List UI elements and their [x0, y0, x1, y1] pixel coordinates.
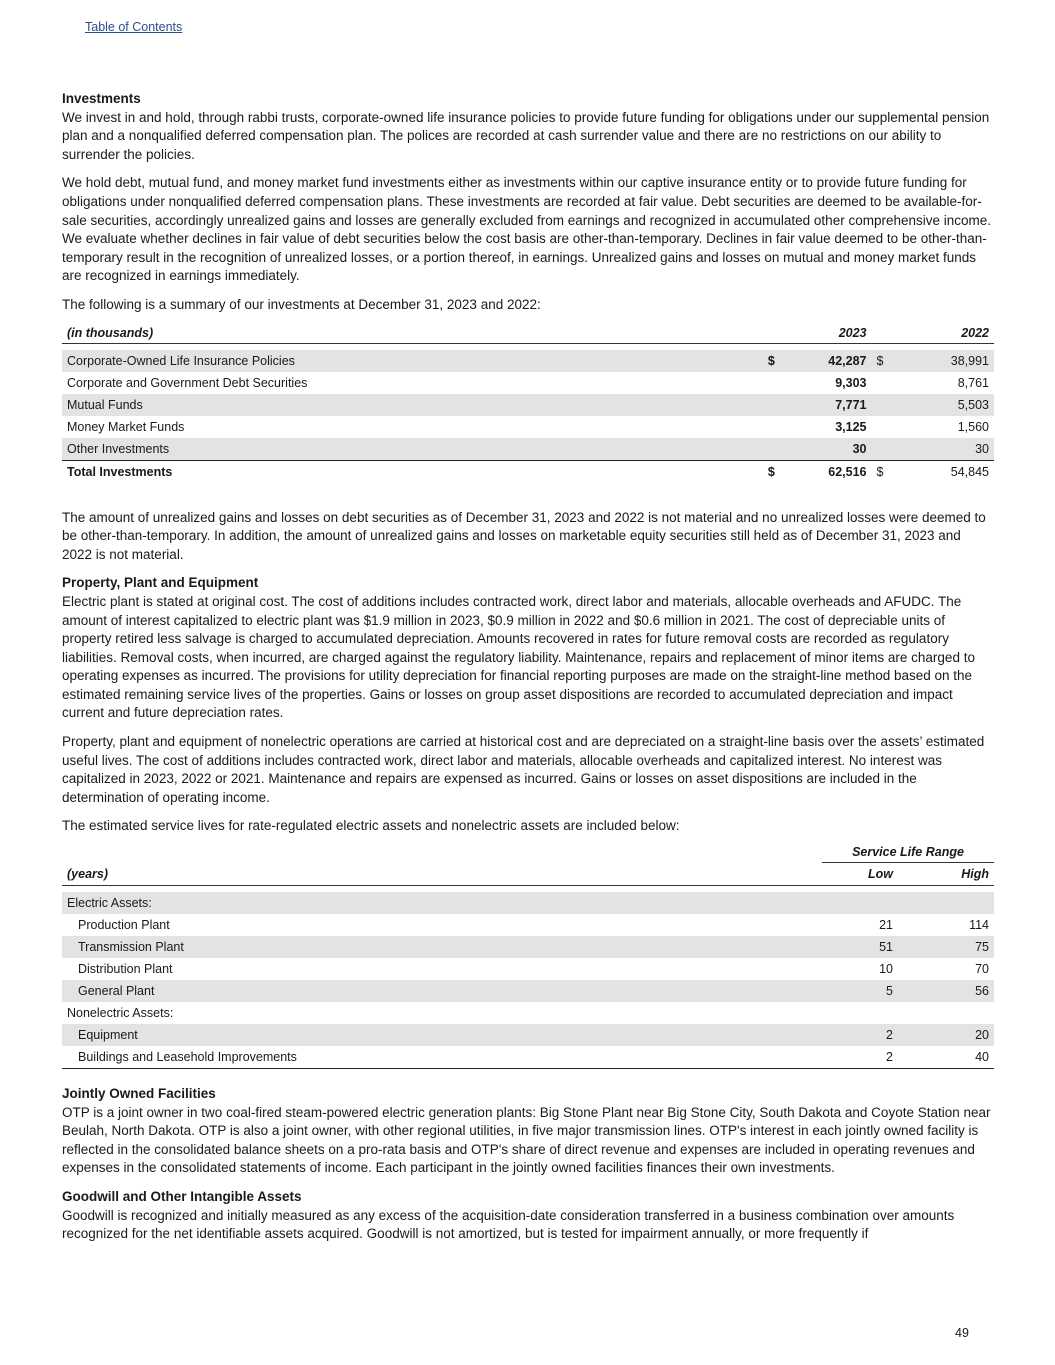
currency-symbol [872, 438, 889, 461]
table-row [62, 372, 994, 394]
group-label: Electric Assets: [62, 892, 822, 914]
ppe-paragraph-2: Property, plant and equipment of nonelectric operations are carried at historical cost and are depreciated on a straight-line basis over the assets’ estimated useful lives. The cost of additions includes contracted work, direct labor and materials, allocable overheads and capitalized interest. No interest was capitalized in 2023, 2022 or 2021. Maintenance and repairs are expensed as incurred. Gains or losses on asset dispositions are included in the determination of operating income. [62, 734, 985, 805]
currency-symbol [763, 438, 780, 461]
low-value: 10 [879, 962, 893, 977]
value-2022: 38,991 [888, 350, 994, 372]
row-label: Mutual Funds [62, 394, 763, 416]
service-life-table-header [62, 863, 994, 886]
service-life-range-label: Service Life Range [822, 842, 994, 863]
value-2023: 9,303 [835, 375, 867, 390]
investments-table [62, 323, 994, 483]
table-of-contents-link[interactable]: Table of Contents [85, 20, 183, 34]
low-value: 5 [822, 980, 898, 1002]
high-value: 75 [898, 936, 994, 958]
table-row [62, 1046, 994, 1069]
investments-paragraph-2: We hold debt, mutual fund, and money market fund investments either as investments within our captive insurance entity or to provide future funding for obligations under nonqualified deferred compensation plans. These investments are recorded at fair value. Debt securities are deemed to be available-for-sale securities, accordingly unrealized gains and losses are generally excluded from earnings and recognized in accumulated other comprehensive income. We evaluate whether declines in fair value of debt securities below the cost basis are other-than-temporary. Declines in fair value deemed to be other-than-temporary result in the recognition of unrealized losses, or a portion thereof, in earnings. Unrealized gains and losses on mutual and money market funds are recognized in earnings immediately. [62, 175, 992, 284]
page-content [62, 90, 994, 1254]
value-2023: 30 [780, 438, 872, 461]
currency-symbol: $ [872, 460, 889, 483]
value-2023: 42,287 [780, 350, 872, 372]
row-label: Other Investments [62, 438, 763, 461]
table-row [62, 958, 994, 980]
row-label: Equipment [62, 1024, 822, 1046]
table-row [62, 394, 994, 416]
page-number: 49 [955, 1326, 969, 1340]
low-value: 21 [879, 918, 893, 933]
table-row [62, 914, 994, 936]
row-label: Production Plant [78, 918, 170, 933]
ppe-heading: Property, Plant and Equipment [62, 575, 259, 591]
currency-symbol: $ [763, 460, 780, 483]
goodwill-paragraph: Goodwill is recognized and initially measured as any excess of the acquisition-date consideration transferred in a business combination over amounts recognized for the net identifiable assets acquired. Goodwill is not amortized, but is tested for impairment annually, or more frequently if [62, 1207, 955, 1242]
currency-symbol [872, 372, 889, 394]
low-value: 51 [822, 936, 898, 958]
value-2023: 3,125 [835, 419, 867, 434]
column-low: Low [822, 863, 898, 886]
row-label: Buildings and Leasehold Improvements [62, 1046, 822, 1069]
value-2022: 8,761 [957, 375, 989, 390]
row-label: Corporate and Government Debt Securities [67, 375, 308, 390]
table-row [62, 350, 994, 372]
value-2023: 7,771 [780, 394, 872, 416]
total-2023: 62,516 [780, 460, 872, 483]
table-row [62, 1024, 994, 1046]
currency-symbol: $ [763, 350, 780, 372]
value-2022: 5,503 [888, 394, 994, 416]
column-2023: 2023 [780, 323, 872, 344]
high-value: 40 [898, 1046, 994, 1069]
investments-heading: Investments [62, 91, 141, 106]
unit-label: (in thousands) [62, 323, 763, 344]
investments-table-header [62, 323, 994, 344]
currency-symbol: $ [872, 350, 889, 372]
table-row [62, 936, 994, 958]
row-label: General Plant [62, 980, 822, 1002]
investments-paragraph-1: We invest in and hold, through rabbi trusts, corporate-owned life insurance policies to provide future funding for obligations under our supplemental pension plan and a nonqualified deferred compensation plan. The polices are recorded at cash surrender value and there are no restrictions on our ability to surrender the policies. [62, 109, 990, 162]
row-label: Corporate-Owned Life Insurance Policies [62, 350, 763, 372]
unit-label: (years) [62, 863, 822, 886]
total-2022: 54,845 [888, 460, 994, 483]
goodwill-heading: Goodwill and Other Intangible Assets [62, 1189, 302, 1204]
high-value: 20 [898, 1024, 994, 1046]
value-2022: 1,560 [957, 419, 989, 434]
row-label: Transmission Plant [62, 936, 822, 958]
row-label: Money Market Funds [67, 419, 185, 434]
total-row [62, 460, 994, 483]
high-value: 114 [969, 918, 989, 933]
jointly-owned-heading: Jointly Owned Facilities [62, 1086, 216, 1102]
group-row-electric [62, 892, 994, 914]
currency-symbol [763, 394, 780, 416]
column-2022: 2022 [888, 323, 994, 344]
high-value: 56 [898, 980, 994, 1002]
value-2022: 30 [888, 438, 994, 461]
currency-symbol [763, 372, 780, 394]
table-row [62, 980, 994, 1002]
group-row-nonelectric [62, 1002, 994, 1024]
total-label: Total Investments [62, 460, 763, 483]
group-label: Nonelectric Assets: [67, 1006, 174, 1021]
service-life-range-header [62, 842, 994, 863]
high-value: 70 [975, 962, 989, 977]
column-high: High [898, 863, 994, 886]
investments-paragraph-4: The amount of unrealized gains and losses on debt securities as of December 31, 2023 and 2022 is not material and no unrealized losses were deemed to be other-than-temporary. In addition, the amount of unrealized gains and losses on marketable equity securities still held as of December 31, 2023 and 2022 is not material. [62, 509, 986, 562]
table-row [62, 416, 994, 438]
currency-symbol [872, 416, 889, 438]
ppe-paragraph-1: Electric plant is stated at original cost. The cost of additions includes contracted work, direct labor and materials, allocable overheads and AFUDC. The amount of interest capitalized to electric plant was $1.9 million in 2023, $0.9 million in 2022 and $0.6 million in 2021. The cost of depreciable units of property retired less salvage is charged to accumulated depreciation. Amounts recovered in rates for future removal costs are recorded as regulatory liabilities. Removal costs, when incurred, are charged against the regulatory liability. Maintenance, repairs and replacement of minor items are charged to operating expenses as incurred. The provisions for utility depreciation for financial reporting purposes are made on the straight-line method based on the estimated remaining service lives of the properties. Gains or losses on group asset dispositions are recorded to accumulated depreciation and impact current and future depreciation rates. [62, 593, 975, 721]
currency-symbol [872, 394, 889, 416]
table-row [62, 438, 994, 461]
jointly-owned-paragraph: OTP is a joint owner in two coal-fired steam-powered electric generation plants: Big Stone Plant near Big Stone City, South Dakota and Coyote Station near Beulah, North Dakota. OTP is also a joint owner, with other regional utilities, in five major transmission lines. OTP's interest in each jointly owned facility is reflected in the consolidated balance sheets on a pro-rata basis and OTP's share of direct revenue and expenses are included in operating revenues and expenses in the consolidated statements of income. Each participant in the jointly owned facilities finances their own investments. [62, 1104, 991, 1176]
service-life-table [62, 842, 994, 1069]
currency-symbol [763, 416, 780, 438]
row-label: Distribution Plant [78, 962, 173, 977]
investments-paragraph-3: The following is a summary of our investments at December 31, 2023 and 2022: [62, 296, 541, 312]
low-value: 2 [822, 1024, 898, 1046]
ppe-paragraph-3: The estimated service lives for rate-regulated electric assets and nonelectric assets are included below: [62, 818, 680, 834]
low-value: 2 [822, 1046, 898, 1069]
